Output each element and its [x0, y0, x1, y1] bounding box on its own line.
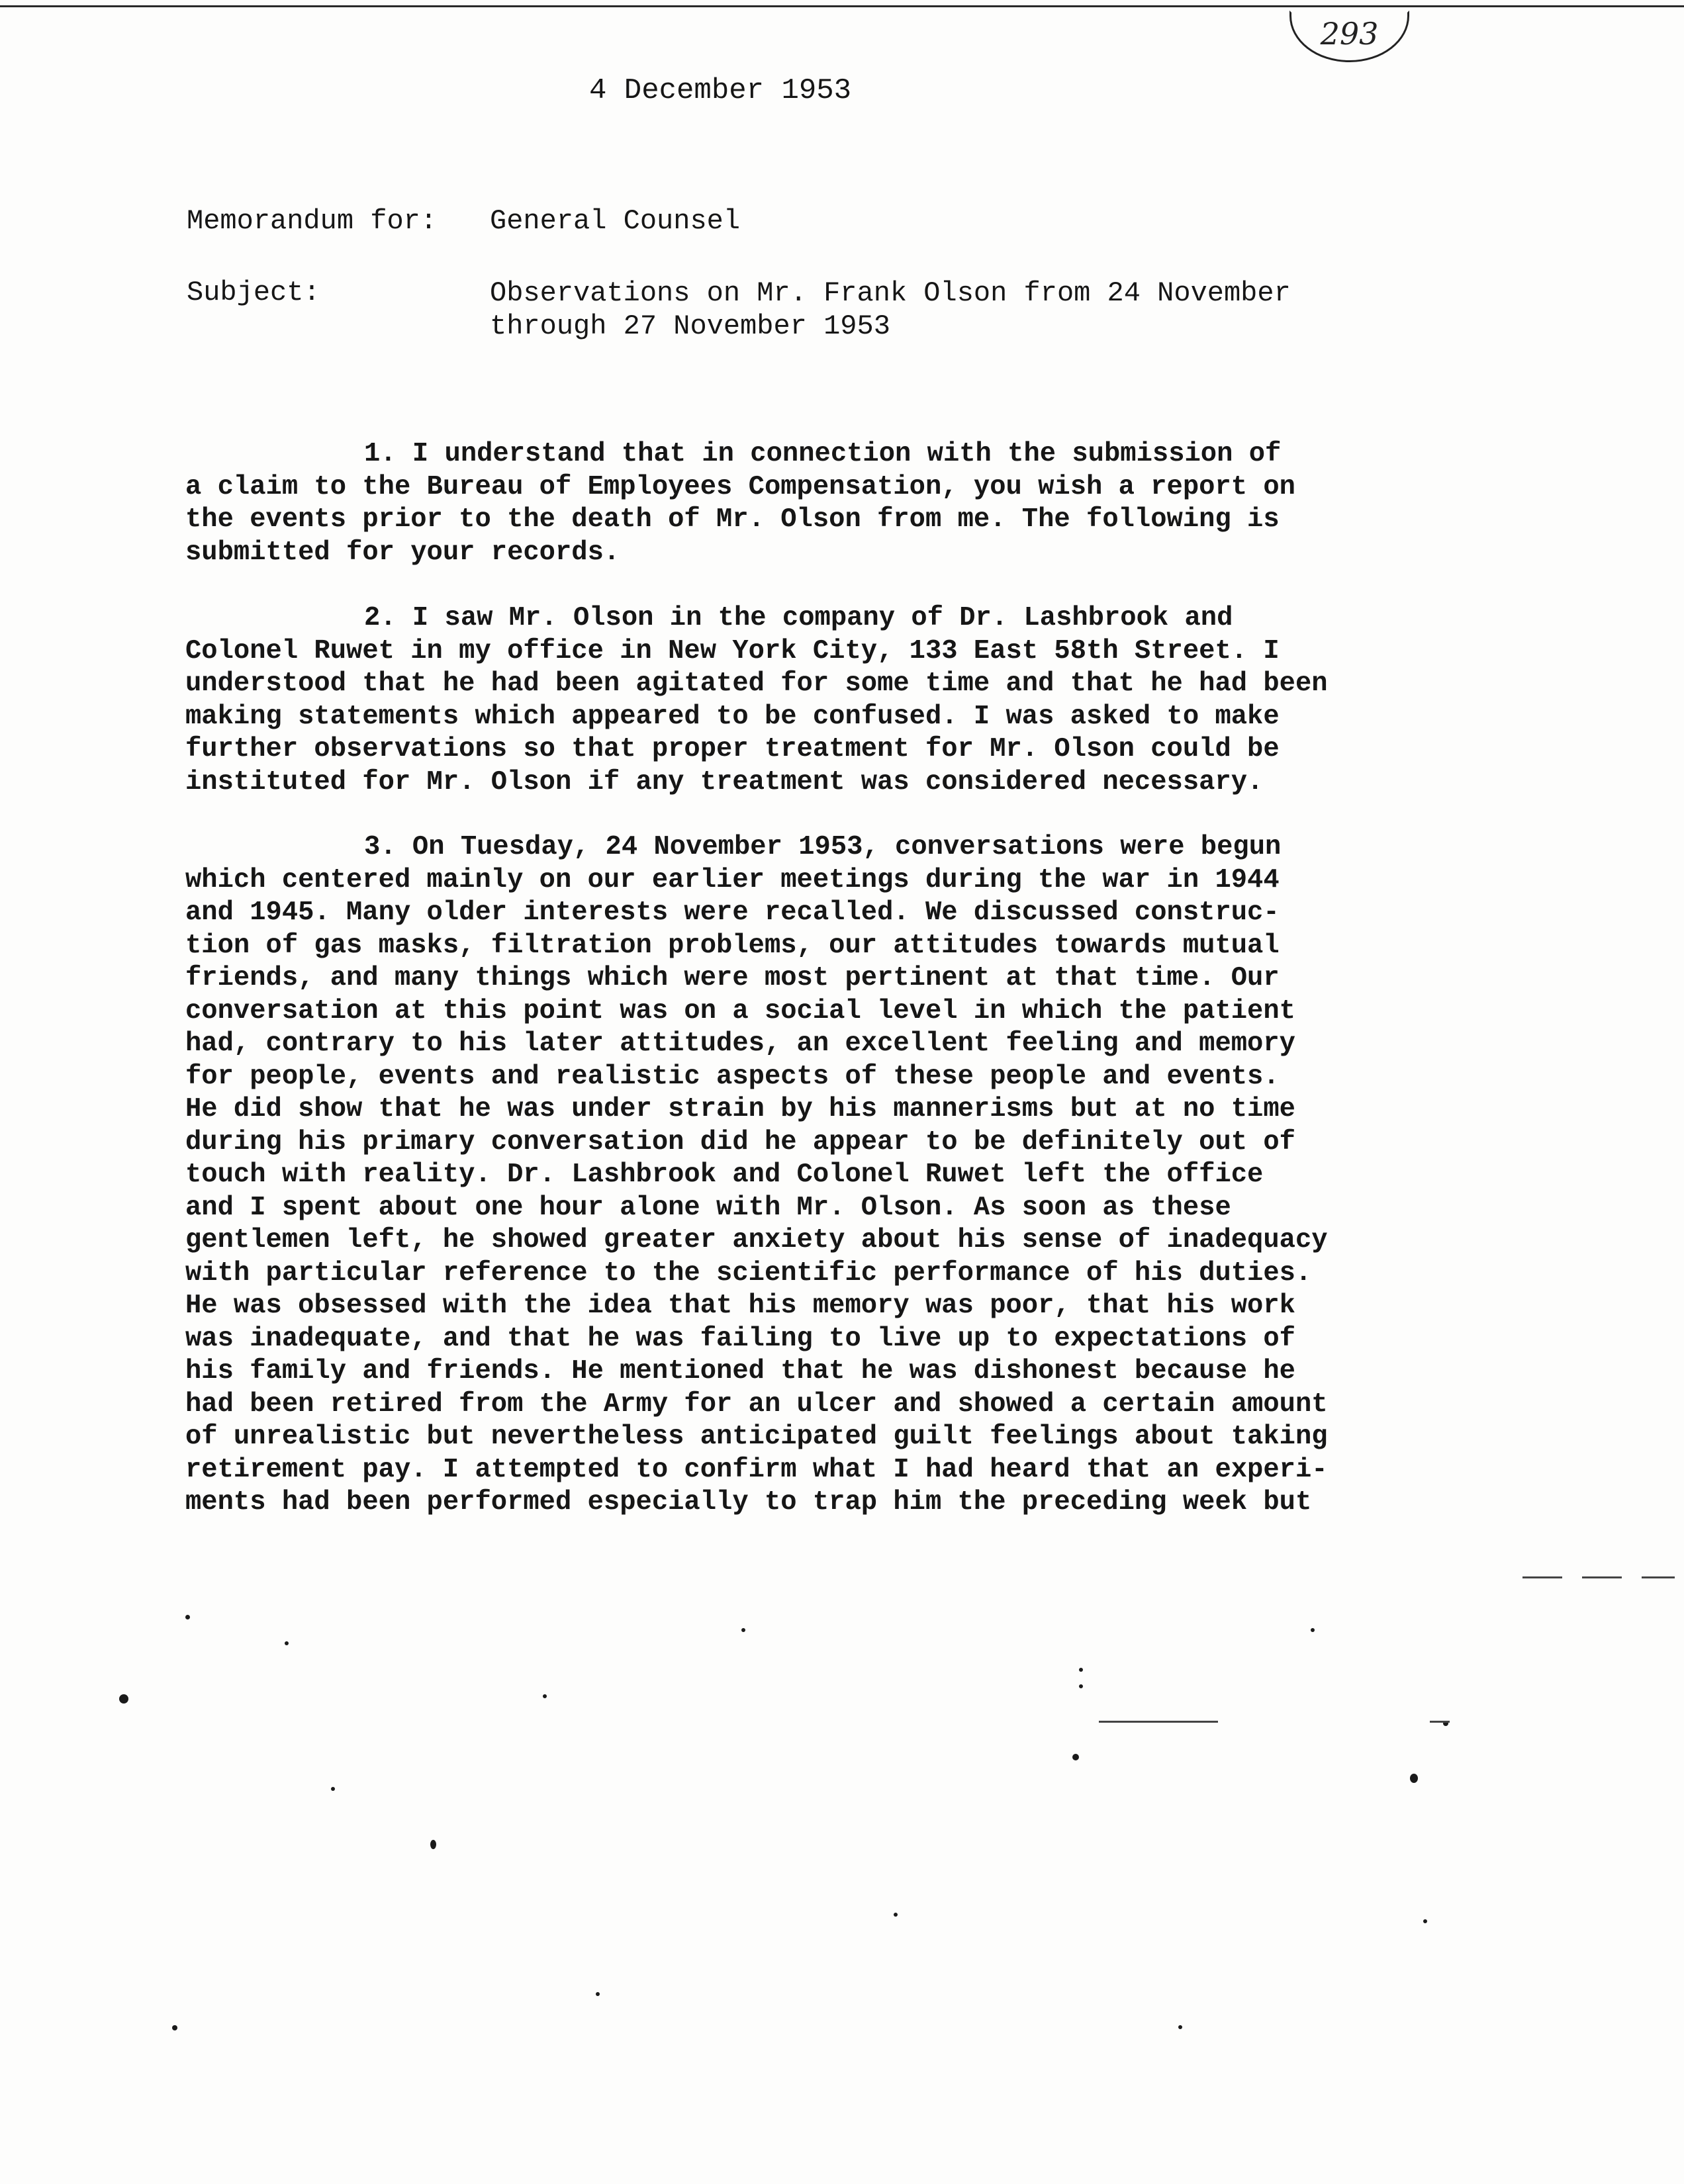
paragraph-line: 2. I saw Mr. Olson in the company of Dr. Lashbrook and — [364, 603, 1233, 633]
paragraph-line: making statements which appeared to be confused. I was asked to make — [185, 701, 1280, 732]
scan-speck — [185, 1615, 190, 1619]
paragraph-3 — [185, 831, 1397, 1520]
top-border-line — [0, 5, 1684, 7]
scan-speck — [430, 1840, 436, 1849]
paragraph-line: ments had been performed especially to trap him the preceding week but — [185, 1487, 1312, 1518]
scan-speck — [894, 1913, 898, 1917]
paragraph-line: He did show that he was under strain by his mannerisms but at no time — [185, 1094, 1295, 1124]
memorandum-for-value: General Counsel — [490, 205, 741, 237]
subject-line: through 27 November 1953 — [490, 310, 890, 342]
paragraph-line: friends, and many things which were most pertinent at that time. Our — [185, 963, 1280, 993]
paragraph-line: submitted for your records. — [185, 537, 620, 568]
paragraph-line: and 1945. Many older interests were recalled. We discussed construc- — [185, 897, 1280, 928]
scan-speck — [331, 1787, 335, 1791]
scan-dash — [1582, 1576, 1622, 1578]
scan-dash — [1430, 1721, 1450, 1723]
scan-speck — [1410, 1774, 1418, 1783]
paragraph-line: during his primary conversation did he appear to be definitely out of — [185, 1126, 1295, 1158]
paragraph-line: Colonel Ruwet in my office in New York City, 133 East 58th Street. I — [185, 635, 1280, 666]
paragraph-line: which centered mainly on our earlier meetings during the war in 1944 — [185, 864, 1280, 895]
paragraph-line: instituted for Mr. Olson if any treatment was considered necessary. — [185, 766, 1264, 797]
scan-speck — [1423, 1919, 1427, 1923]
scan-dash — [1099, 1721, 1218, 1723]
paragraph-line: the events prior to the death of Mr. Olson from me. The following is — [185, 504, 1280, 535]
scan-speck — [1079, 1684, 1083, 1688]
scan-speck — [741, 1628, 745, 1632]
handwritten-page-number: 293 — [1289, 11, 1409, 62]
paragraph-2 — [185, 602, 1397, 799]
paragraph-line: tion of gas masks, filtration problems, our attitudes towards mutual — [185, 930, 1280, 961]
scan-dash — [1522, 1576, 1562, 1578]
paragraph-line: touch with reality. Dr. Lashbrook and Colonel Ruwet left the office — [185, 1160, 1264, 1190]
paragraph-line: of unrealistic but nevertheless anticipated guilt feelings about taking — [185, 1422, 1328, 1452]
paragraph-line: 1. I understand that in connection with the submission of — [364, 439, 1282, 469]
paragraph-line: retirement pay. I attempted to confirm what I had heard that an experi- — [185, 1454, 1328, 1485]
scan-speck — [543, 1694, 547, 1698]
memorandum-for-label: Memorandum for: — [187, 205, 438, 237]
paragraph-line: with particular reference to the scientific performance of his duties. — [185, 1257, 1312, 1289]
paragraph-1 — [185, 438, 1397, 569]
paragraph-line: gentlemen left, he showed greater anxiety about his sense of inadequacy — [185, 1225, 1328, 1255]
paragraph-line: for people, events and realistic aspects of these people and events. — [185, 1061, 1280, 1092]
paragraph-line: had been retired from the Army for an ulcer and showed a certain amount — [185, 1388, 1328, 1420]
paragraph-line: conversation at this point was on a social level in which the patient — [185, 995, 1295, 1026]
scan-speck — [1311, 1628, 1315, 1632]
scan-speck — [119, 1694, 128, 1704]
subject-line: Observations on Mr. Frank Olson from 24 November — [490, 277, 1291, 309]
memo-date: 4 December 1953 — [589, 74, 852, 107]
scan-speck — [285, 1641, 289, 1645]
paragraph-line: a claim to the Bureau of Employees Compensation, you wish a report on — [185, 471, 1295, 502]
paragraph-line: 3. On Tuesday, 24 November 1953, conversations were begun — [364, 832, 1282, 862]
scan-speck — [1072, 1754, 1079, 1760]
scan-speck — [1178, 2025, 1182, 2029]
paragraph-line: was inadequate, and that he was failing to live up to expectations of — [185, 1323, 1295, 1354]
scan-speck — [596, 1992, 600, 1996]
paragraph-line: and I spent about one hour alone with Mr. Olson. As soon as these — [185, 1192, 1231, 1223]
paragraph-line: He was obsessed with the idea that his memory was poor, that his work — [185, 1291, 1295, 1321]
paragraph-line: further observations so that proper treatment for Mr. Olson could be — [185, 734, 1280, 764]
scan-speck — [1079, 1668, 1083, 1672]
paragraph-line: his family and friends. He mentioned that he was dishonest because he — [185, 1356, 1295, 1387]
subject-value — [490, 277, 1364, 343]
paragraph-line: had, contrary to his later attitudes, an excellent feeling and memory — [185, 1028, 1295, 1059]
paragraph-line: understood that he had been agitated for some time and that he had been — [185, 668, 1328, 699]
scan-dash — [1642, 1576, 1675, 1578]
scan-speck — [172, 2025, 177, 2030]
subject-label: Subject: — [187, 277, 320, 308]
